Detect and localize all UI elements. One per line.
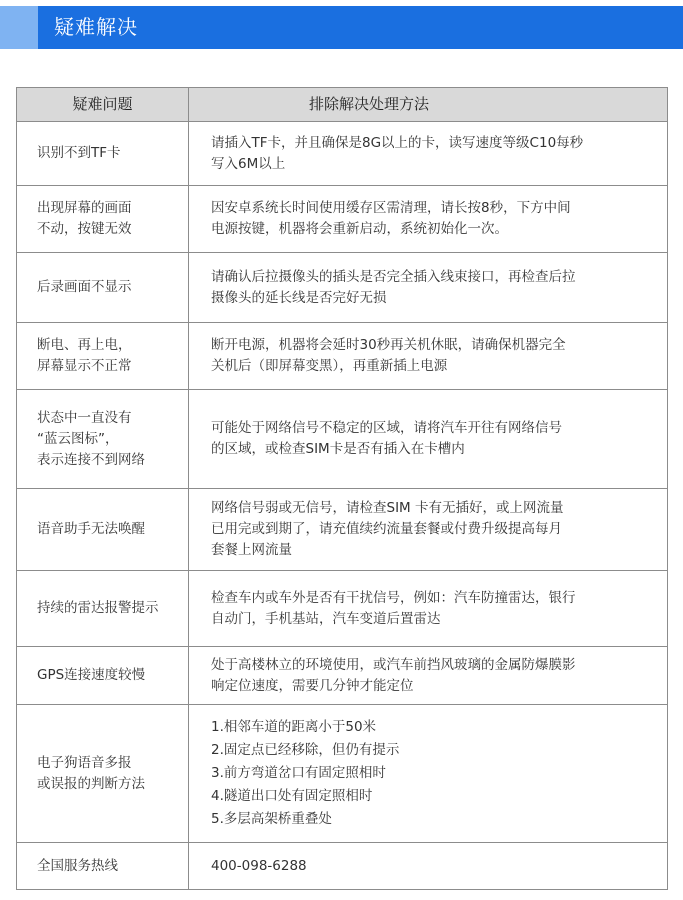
problem-cell (17, 489, 189, 571)
problem-line: 识别不到TF卡 (37, 145, 121, 161)
list-item: 3.前方弯道岔口有固定照相时 (211, 765, 386, 781)
problem-line: 或误报的判断方法 (37, 775, 145, 792)
method-line: 请确认后拉摄像头的插头是否完全插入线束接口，再检查后拉 (211, 268, 576, 285)
problem-cell (17, 843, 189, 890)
hotline-number: 400-098-6288 (211, 857, 307, 874)
method-cell (189, 571, 668, 647)
table-row (17, 571, 668, 647)
problem-cell (17, 390, 189, 489)
list-item: 5.多层高架桥重叠处 (211, 811, 332, 827)
problem-line: GPS连接速度较慢 (37, 667, 146, 683)
column-header-problem: 疑难问题 (17, 88, 189, 122)
method-cell (189, 705, 668, 843)
problem-line: 屏幕显示不正常 (37, 358, 132, 374)
method-line: 的区域，或检查SIM卡是否有插入在卡槽内 (211, 441, 465, 457)
problem-line: 不动，按键无效 (37, 221, 132, 237)
method-line: 摄像头的延长线是否完好无损 (211, 289, 387, 306)
table-row (17, 186, 668, 253)
list-item: 2.固定点已经移除，但仍有提示 (211, 742, 400, 758)
method-cell (189, 186, 668, 253)
section-header (0, 6, 683, 49)
problem-line: 电子狗语音多报 (37, 754, 132, 771)
method-cell (189, 122, 668, 186)
problem-line: 持续的雷达报警提示 (37, 600, 159, 616)
hotline-label: 全国服务热线 (37, 857, 118, 874)
problem-cell (17, 705, 189, 843)
problem-cell (17, 571, 189, 647)
method-line: 检查车内或车外是否有干扰信号，例如：汽车防撞雷达，银行 (211, 589, 576, 606)
header-accent-tab (0, 6, 38, 49)
method-line: 网络信号弱或无信号，请检查SIM 卡有无插好，或上网流量 (211, 500, 564, 516)
problem-line: “蓝云图标”， (37, 430, 119, 447)
table-row (17, 253, 668, 323)
problem-line: 表示连接不到网络 (37, 451, 145, 468)
table-row (17, 705, 668, 843)
table-row (17, 122, 668, 186)
table-header-row (17, 88, 668, 122)
method-line: 已用完或到期了，请充值续约流量套餐或付费升级提高每月 (211, 521, 562, 537)
table-row (17, 390, 668, 489)
table-row (17, 489, 668, 571)
method-cell (189, 253, 668, 323)
table-row (17, 843, 668, 890)
problem-cell (17, 323, 189, 390)
problem-cell (17, 647, 189, 705)
method-line: 断开电源，机器将会延时30秒再关机休眠，请确保机器完全 (211, 337, 566, 353)
check-list (211, 716, 657, 831)
problem-cell (17, 122, 189, 186)
table-row (17, 647, 668, 705)
method-cell (189, 843, 668, 890)
problem-line: 出现屏幕的画面 (37, 200, 132, 216)
column-header-method: 排除解决处理方法 (189, 88, 668, 122)
method-line: 请插入TF卡，并且确保是8G以上的卡，读写速度等级C10每秒 (211, 134, 584, 151)
problem-line: 后录画面不显示 (37, 279, 132, 295)
method-cell (189, 647, 668, 705)
method-line: 写入6M以上 (211, 155, 286, 172)
list-item: 1.相邻车道的距离小于50米 (211, 719, 377, 735)
problem-cell (17, 253, 189, 323)
method-line: 套餐上网流量 (211, 542, 292, 558)
section-title: 疑难解决 (54, 15, 138, 39)
troubleshooting-table (16, 87, 668, 890)
method-line: 可能处于网络信号不稳定的区域，请将汽车开往有网络信号 (211, 420, 562, 436)
method-cell (189, 489, 668, 571)
method-line: 处于高楼林立的环境使用，或汽车前挡风玻璃的金属防爆膜影 (211, 656, 576, 673)
problem-line: 状态中一直没有 (37, 409, 132, 426)
method-line: 因安卓系统长时间使用缓存区需清理，请长按8秒，下方中间 (211, 200, 571, 216)
method-line: 关机后（即屏幕变黑），再重新插上电源 (211, 358, 448, 374)
problem-cell (17, 186, 189, 253)
method-cell (189, 323, 668, 390)
method-line: 响定位速度，需要几分钟才能定位 (211, 677, 414, 694)
method-line: 自动门，手机基站，汽车变道后置雷达 (211, 610, 441, 627)
problem-line: 断电、再上电， (37, 337, 132, 353)
table-row (17, 323, 668, 390)
method-line: 电源按键，机器将会重新启动，系统初始化一次。 (211, 221, 508, 237)
problem-line: 语音助手无法唤醒 (37, 521, 145, 537)
list-item: 4.隧道出口处有固定照相时 (211, 788, 373, 804)
method-cell (189, 390, 668, 489)
